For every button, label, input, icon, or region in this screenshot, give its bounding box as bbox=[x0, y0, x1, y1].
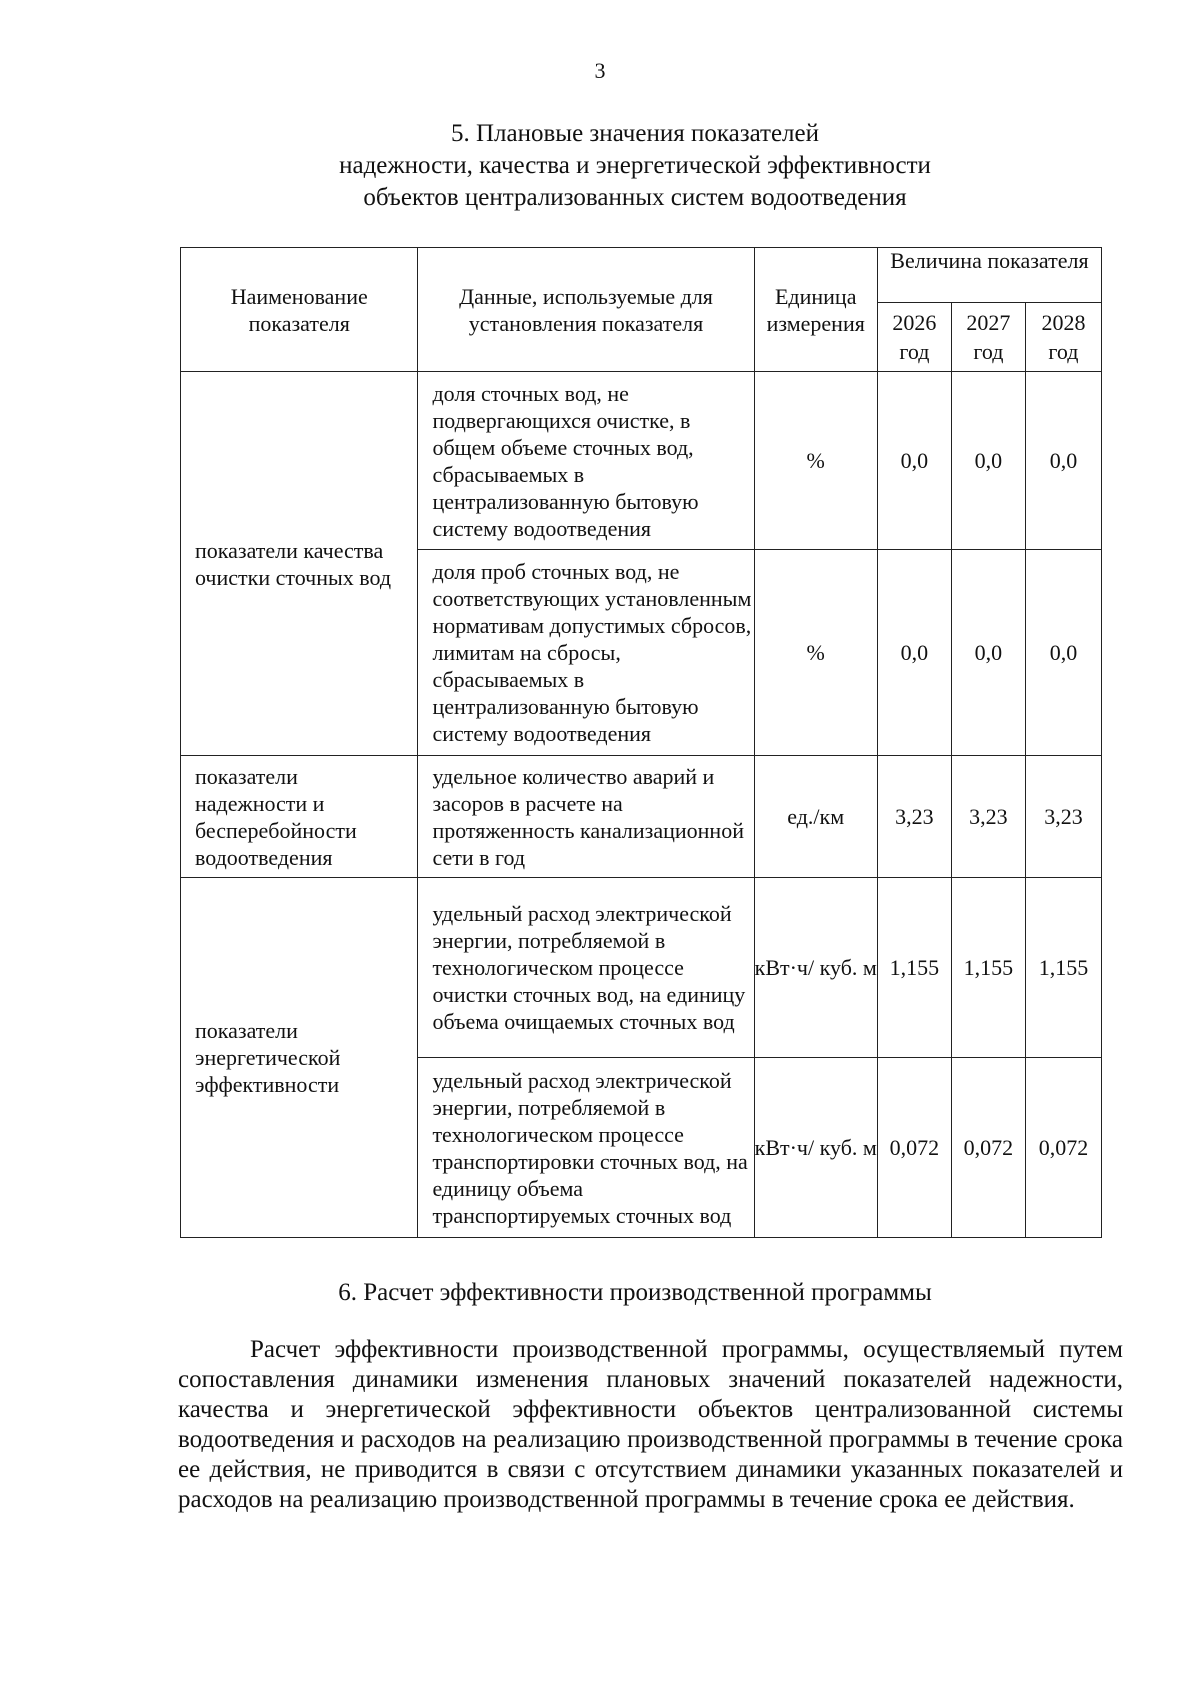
table-row bbox=[181, 372, 1102, 550]
section-5-title bbox=[0, 118, 1200, 214]
value-2027: 1,155 bbox=[951, 878, 1025, 1058]
indicator-unit: кВт·ч/ куб. м bbox=[754, 878, 877, 1058]
header-year-2026: 2026 год bbox=[877, 303, 951, 372]
indicator-data: удельное количество аварий и засоров в расчете на протяженность канализационной сети в год bbox=[418, 756, 754, 878]
table-row bbox=[181, 756, 1102, 878]
header-indicator-name: Наименование показателя bbox=[181, 248, 418, 372]
value-2028: 0,072 bbox=[1025, 1058, 1101, 1238]
value-2028: 3,23 bbox=[1025, 756, 1101, 878]
indicator-group-name: показатели надежности и бесперебойности водоотведения bbox=[181, 756, 418, 878]
table-row bbox=[181, 878, 1102, 1058]
section-5-title-line: 5. Плановые значения показателей bbox=[450, 120, 820, 147]
value-2027: 0,0 bbox=[951, 372, 1025, 550]
value-2027: 0,072 bbox=[951, 1058, 1025, 1238]
table-header-row bbox=[181, 248, 1102, 303]
value-2026: 0,0 bbox=[877, 372, 951, 550]
section-5-title-line: объектов централизованных систем водоотведения bbox=[363, 184, 907, 211]
section-6-title: 6. Расчет эффективности производственной программы bbox=[338, 1279, 932, 1306]
value-2026: 0,0 bbox=[877, 550, 951, 756]
indicators-table bbox=[180, 247, 1102, 1238]
indicator-unit: кВт·ч/ куб. м bbox=[754, 1058, 877, 1238]
indicator-data: доля сточных вод, не подвергающихся очистке, в общем объеме сточных вод, сбрасываемых в централизованную бытовую систему водоотведения bbox=[418, 372, 754, 550]
indicator-unit: ед./км bbox=[754, 756, 877, 878]
value-2028: 0,0 bbox=[1025, 550, 1101, 756]
value-2027: 3,23 bbox=[951, 756, 1025, 878]
indicator-data: удельный расход электрической энергии, потребляемой в технологическом процессе транспортировки сточных вод, на единицу объема транспортируемых сточных вод bbox=[418, 1058, 754, 1238]
section-5-title-line: надежности, качества и энергетической эффективности bbox=[339, 152, 931, 179]
section-6-paragraph: Расчет эффективности производственной программы, осуществляемый путем сопоставления динамики изменения плановых значений показателей надежности, качества и энергетической эффективности объектов централизованной системы водоотведения и расходов на реализацию производственной программы в течение срока ее действия, не приводится в связи с отсутствием динамики указанных показателей и расходов на реализацию производственной программы в течение срока ее действия. bbox=[178, 1336, 1123, 1513]
header-indicator-value: Величина показателя bbox=[877, 248, 1101, 303]
value-2028: 1,155 bbox=[1025, 878, 1101, 1058]
header-unit: Единица измерения bbox=[754, 248, 877, 372]
value-2028: 0,0 bbox=[1025, 372, 1101, 550]
value-2026: 3,23 bbox=[877, 756, 951, 878]
header-data-used: Данные, используемые для установления показателя bbox=[418, 248, 754, 372]
indicator-data: доля проб сточных вод, не соответствующих установленным нормативам допустимых сбросов, лимитам на сбросы, сбрасываемых в централизованную бытовую систему водоотведения bbox=[418, 550, 754, 756]
header-year-2028: 2028 год bbox=[1025, 303, 1101, 372]
header-year-2027: 2027 год bbox=[951, 303, 1025, 372]
page-number: 3 bbox=[594, 58, 606, 83]
indicator-unit: % bbox=[754, 372, 877, 550]
indicator-unit: % bbox=[754, 550, 877, 756]
indicator-data: удельный расход электрической энергии, потребляемой в технологическом процессе очистки сточных вод, на единицу объема очищаемых сточных вод bbox=[418, 878, 754, 1058]
value-2027: 0,0 bbox=[951, 550, 1025, 756]
value-2026: 0,072 bbox=[877, 1058, 951, 1238]
indicator-group-name: показатели энергетической эффективности bbox=[181, 878, 418, 1238]
value-2026: 1,155 bbox=[877, 878, 951, 1058]
indicator-group-name: показатели качества очистки сточных вод bbox=[181, 372, 418, 756]
